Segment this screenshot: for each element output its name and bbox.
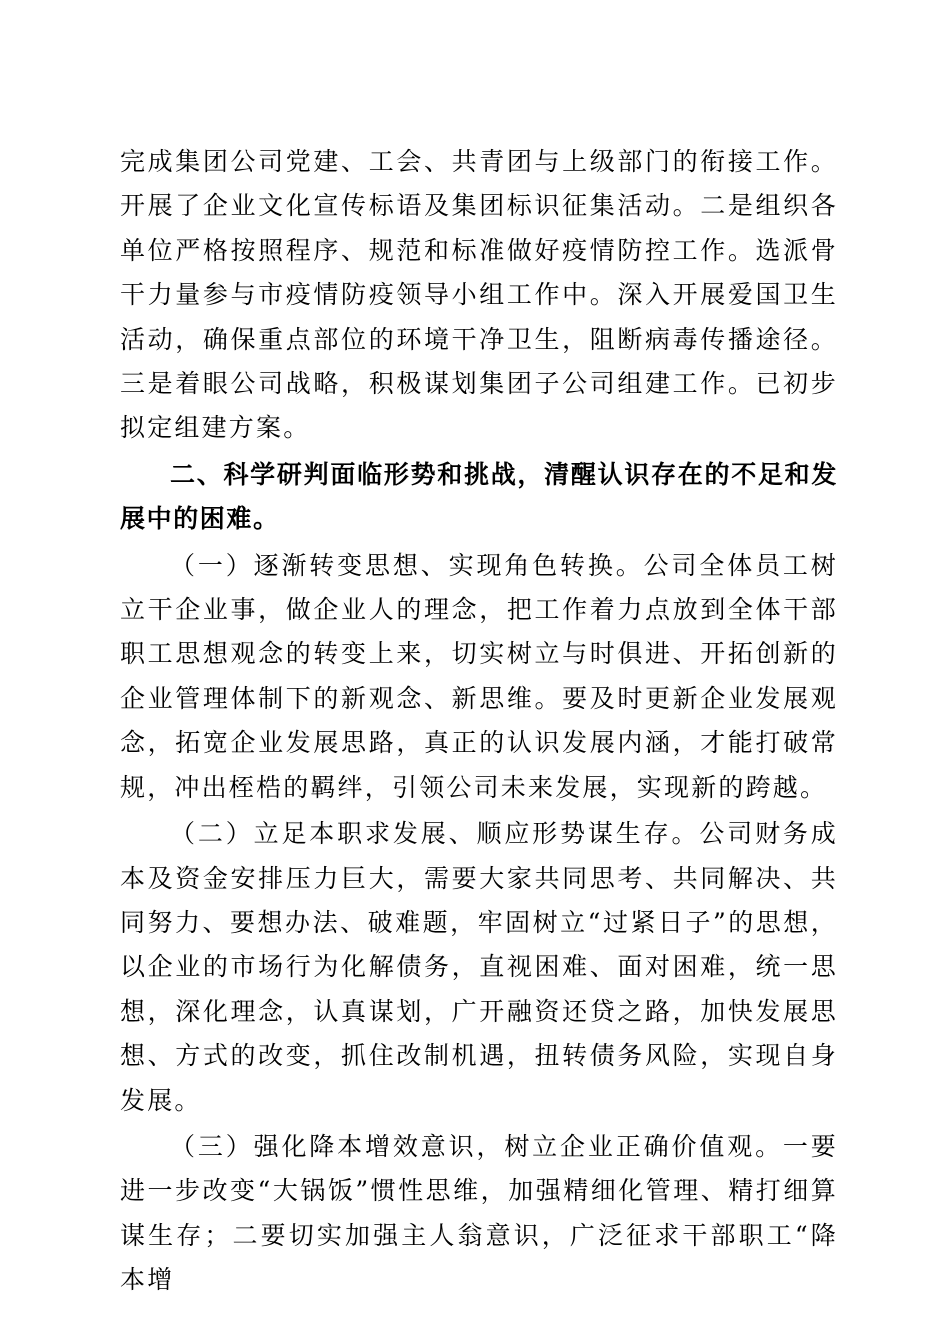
paragraph-party-building-continued: 完成集团公司党建、工会、共青团与上级部门的衔接工作。开展了企业文化宣传标语及集团标识征集活动。二是组织各单位严格按照程序、规范和标准做好疫情防控工作。选派骨干力量参与市疫情防疫领导小组工作中。深入开展爱国卫生活动，确保重点部位的环境干净卫生，阻断病毒传播途径。三是着眼公司战略，积极谋划集团子公司组建工作。已初步拟定组建方案。 (120, 147, 838, 443)
section-heading-two: 二、科学研判面临形势和挑战，清醒认识存在的不足和发展中的困难。 (120, 459, 838, 534)
paragraph-item-three: （三）强化降本增效意识，树立企业正确价值观。一要进一步改变“大锅饭”惯性思维，加强精细化管理、精打细算谋生存；二要切实加强主人翁意识，广泛征求干部职工“降本增 (120, 1131, 838, 1295)
document-body (120, 140, 838, 1303)
paragraph-item-one: （一）逐渐转变思想、实现角色转换。公司全体员工树立干企业事，做企业人的理念，把工作着力点放到全体干部职工思想观念的转变上来，切实树立与时俱进、开拓创新的企业管理体制下的新观念、新思维。要及时更新企业发展观念，拓宽企业发展思路，真正的认识发展内涵，才能打破常规，冲出桎梏的羁绊，引领公司未来发展，实现新的跨越。 (120, 550, 838, 802)
paragraph-item-two: （二）立足本职求发展、顺应形势谋生存。公司财务成本及资金安排压力巨大，需要大家共同思考、共同解决、共同努力、要想办法、破难题，牢固树立“过紧日子”的思想，以企业的市场行为化解债务，直视困难、面对困难，统一思想，深化理念，认真谋划，广开融资还贷之路，加快发展思想、方式的改变，抓住改制机遇，扭转债务风险，实现自身发展。 (120, 819, 838, 1115)
